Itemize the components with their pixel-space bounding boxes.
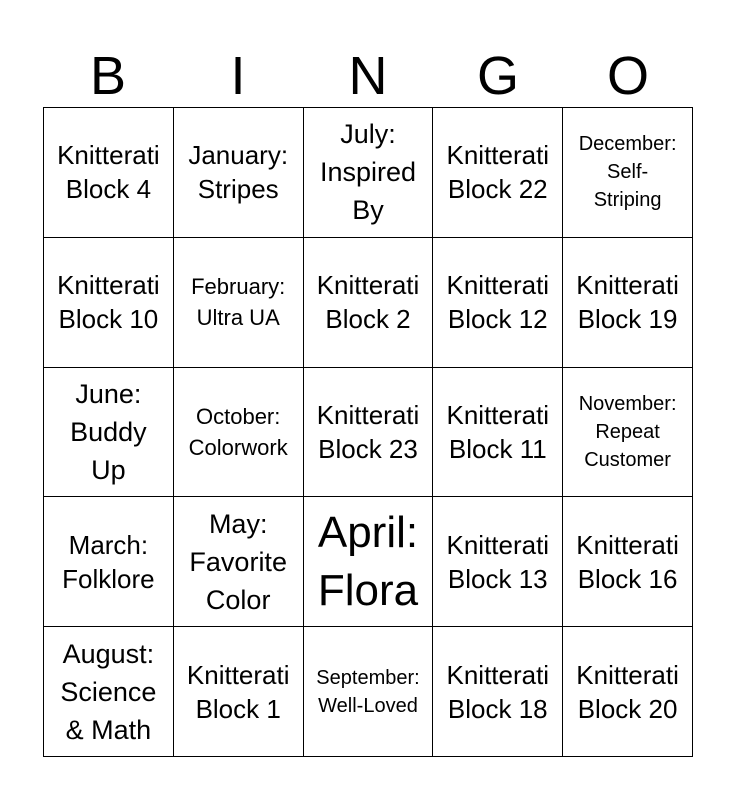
bingo-cell[interactable] (44, 368, 174, 498)
cell-label: February: Ultra UA (191, 274, 286, 331)
cell-label: Knitterati Block 10 (57, 270, 160, 335)
bingo-cell[interactable] (433, 108, 563, 238)
bingo-cell[interactable] (563, 627, 693, 757)
bingo-cell[interactable] (304, 368, 434, 498)
cell-label: Knitterati Block 16 (576, 529, 679, 594)
cell-label: November: Repeat Customer (578, 392, 677, 471)
bingo-cell[interactable] (563, 497, 693, 627)
bingo-cell[interactable] (44, 108, 174, 238)
header-letter-b: B (89, 46, 127, 106)
bingo-cell[interactable] (304, 497, 434, 627)
bingo-cell[interactable] (44, 238, 174, 368)
cell-label: October: Colorwork (188, 403, 288, 460)
bingo-cell[interactable] (304, 627, 434, 757)
bingo-cell[interactable] (44, 497, 174, 627)
bingo-cell[interactable] (433, 368, 563, 498)
cell-label: Knitterati Block 11 (446, 399, 550, 464)
bingo-cell[interactable] (174, 627, 304, 757)
cell-label: March: Folklore (62, 529, 155, 594)
cell-label: September: Well-Loved (316, 666, 420, 717)
cell-label: June: Buddy Up (70, 378, 147, 485)
bingo-cell[interactable] (563, 108, 693, 238)
cell-label: Knitterati Block 20 (576, 659, 679, 724)
header-letter-i: I (230, 46, 246, 106)
bingo-cell[interactable] (304, 108, 434, 238)
bingo-cell[interactable] (563, 368, 693, 498)
cell-label: Knitterati Block 13 (446, 529, 550, 594)
bingo-cell[interactable] (174, 238, 304, 368)
cell-label: Knitterati Block 18 (446, 659, 550, 724)
bingo-cell[interactable] (433, 238, 563, 368)
cell-label: Knitterati Block 2 (316, 270, 420, 335)
cell-label: Knitterati Block 4 (57, 140, 160, 205)
bingo-cell[interactable] (174, 108, 304, 238)
bingo-cell[interactable] (174, 368, 304, 498)
cell-label: January: Stripes (188, 140, 289, 205)
cell-label: Knitterati Block 23 (316, 399, 420, 464)
header-letter-n: N (348, 46, 388, 106)
bingo-board (43, 107, 693, 757)
bingo-cell[interactable] (44, 627, 174, 757)
cell-label: May: Favorite Color (189, 508, 287, 615)
bingo-cell[interactable] (433, 497, 563, 627)
cell-label: July: Inspired By (319, 119, 417, 226)
cell-label: December: Self- Striping (578, 133, 677, 212)
cell-label: Knitterati Block 22 (446, 140, 550, 205)
cell-label: April: Flora (317, 507, 419, 615)
header-letter-g: G (476, 46, 519, 106)
cell-label: August: Science & Math (60, 638, 157, 745)
bingo-cell[interactable] (304, 238, 434, 368)
cell-label: Knitterati Block 19 (576, 270, 679, 335)
cell-label: Knitterati Block 12 (446, 270, 550, 335)
cell-label: Knitterati Block 1 (186, 659, 290, 724)
bingo-cell[interactable] (174, 497, 304, 627)
bingo-cell[interactable] (433, 627, 563, 757)
bingo-cell[interactable] (563, 238, 693, 368)
header-letter-o: O (606, 46, 649, 106)
bingo-header (43, 46, 693, 106)
